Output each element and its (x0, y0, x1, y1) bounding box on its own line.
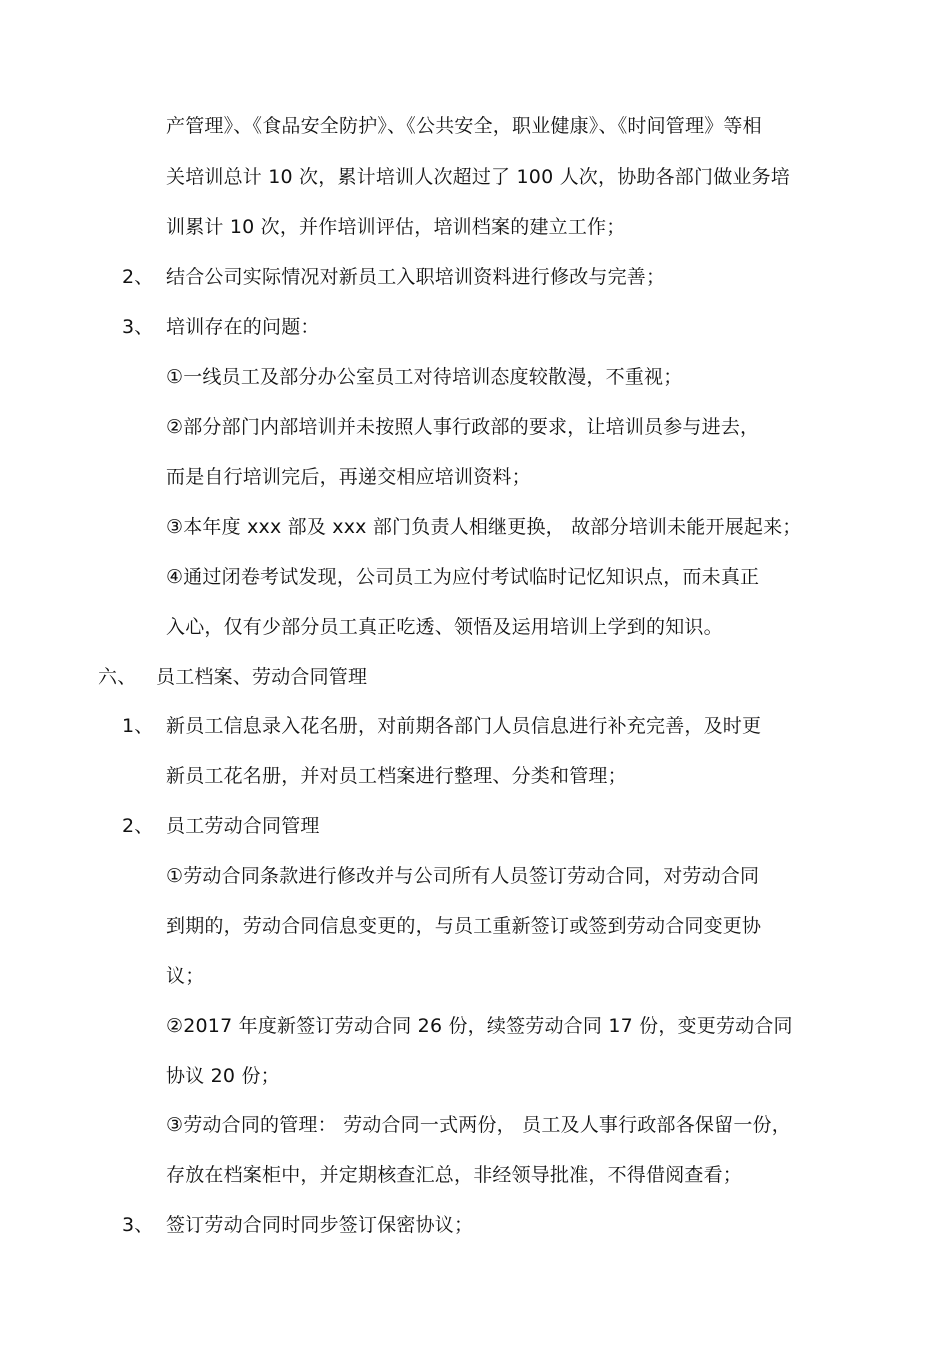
list-item-text: 培训存在的问题： (166, 316, 320, 338)
list-item-text: 员工劳动合同管理 (166, 815, 320, 837)
sub-item-text: ③劳动合同的管理： 劳动合同一式两份， 员工及人事行政部各保留一份， (166, 1114, 791, 1136)
list-marker: 2、 (122, 266, 154, 288)
list-item-text: 签订劳动合同时同步签订保密协议； (166, 1214, 474, 1236)
section-heading: 员工档案、劳动合同管理 (156, 666, 368, 688)
sub-item-text: 存放在档案柜中，并定期核查汇总，非经领导批准，不得借阅查看； (166, 1164, 743, 1186)
list-marker: 3、 (122, 1214, 154, 1236)
list-marker: 2、 (122, 815, 154, 837)
list-marker: 3、 (122, 316, 154, 338)
sub-item-text: 到期的，劳动合同信息变更的，与员工重新签订或签到劳动合同变更协 (166, 915, 762, 937)
sub-item-text: ③本年度 xxx 部及 xxx 部门负责人相继更换， 故部分培训未能开展起来； (166, 516, 802, 538)
paragraph-line: 关培训总计 10 次，累计培训人次超过了 100 人次，协助各部门做业务培 (166, 166, 791, 188)
sub-item-text: 而是自行培训完后，再递交相应培训资料； (166, 466, 531, 488)
list-marker: 1、 (122, 715, 154, 737)
sub-item-text: ②2017 年度新签订劳动合同 26 份，续签劳动合同 17 份，变更劳动合同 (166, 1015, 793, 1037)
sub-item-text: ②部分部门内部培训并未按照人事行政部的要求，让培训员参与进去， (166, 416, 760, 438)
sub-item-text: 入心，仅有少部分员工真正吃透、领悟及运用培训上学到的知识。 (166, 616, 723, 638)
sub-item-text: 协议 20 份； (166, 1065, 280, 1087)
list-item-text: 新员工信息录入花名册，对前期各部门人员信息进行补充完善，及时更 (166, 715, 762, 737)
paragraph-line: 训累计 10 次，并作培训评估，培训档案的建立工作； (166, 216, 626, 238)
paragraph-line: 产管理》、《食品安全防护》、《公共安全，职业健康》、《时间管理》等相 (166, 115, 762, 137)
sub-item-text: ①一线员工及部分办公室员工对待培训态度较散漫，不重视； (166, 366, 683, 388)
list-item-text: 结合公司实际情况对新员工入职培训资料进行修改与完善； (166, 266, 666, 288)
sub-item-text: ①劳动合同条款进行修改并与公司所有人员签订劳动合同，对劳动合同 (166, 865, 760, 887)
sub-item-text: 议； (166, 965, 205, 987)
sub-item-text: ④通过闭卷考试发现，公司员工为应付考试临时记忆知识点，而未真正 (166, 566, 760, 588)
section-marker: 六、 (98, 666, 137, 688)
list-item-text: 新员工花名册，并对员工档案进行整理、分类和管理； (166, 765, 627, 787)
